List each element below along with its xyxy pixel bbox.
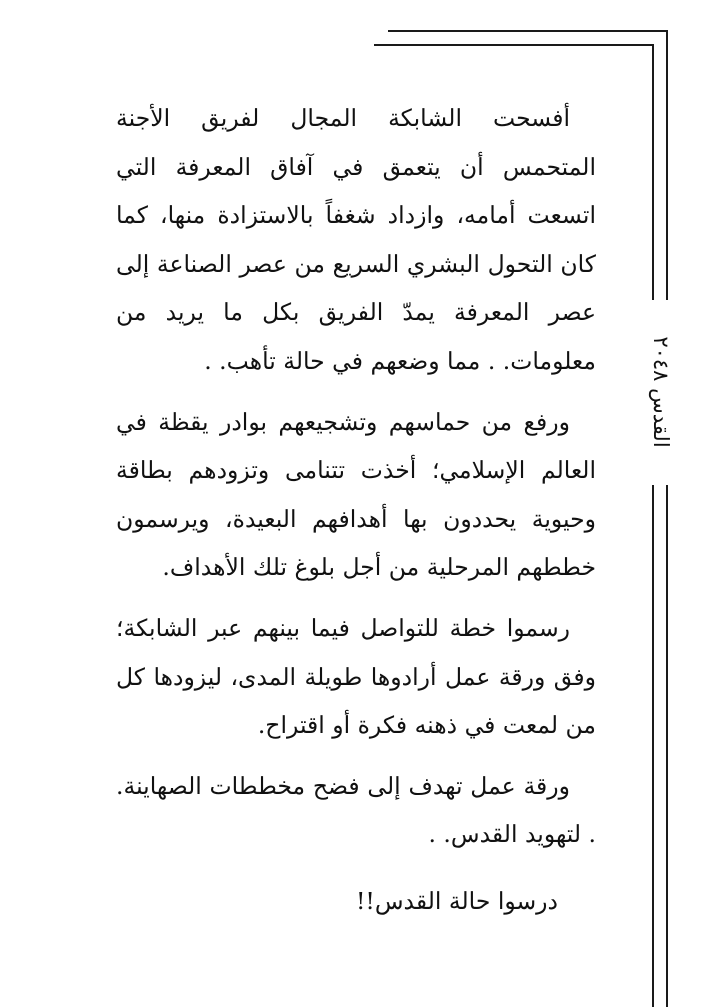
page-body (116, 94, 596, 915)
side-title: القدس ٢٠٤٨ (649, 336, 673, 448)
paragraph-1: أفسحت الشابكة المجال لفريق الأجنة المتحمس أن يتعمق في آفاق المعرفة التي اتسعت أمامه، وازداد شغفاً بالاستزادة منها، كما كان التحول البشري السريع من عصر الصناعة إلى عصر المعرفة يمدّ الفريق بكل ما يريد من معلومات. . مما وضعهم في حالة تأهب. . (116, 104, 596, 375)
paragraph-2: ورفع من حماسهم وتشجيعهم بوادر يقظة في العالم الإسلامي؛ أخذت تتنامى وتزودهم بطاقة وحيوية يحددون بها أهدافهم البعيدة، ويرسمون خططهم المرحلية من أجل بلوغ تلك الأهداف. (116, 407, 596, 582)
paragraph-3: رسموا خطة للتواصل فيما بينهم عبر الشابكة؛ وفق ورقة عمل أرادوها طويلة المدى، ليزودها كل من لمعت في ذهنه فكرة أو اقتراح. (116, 613, 596, 740)
closing-line: درسوا حالة القدس!! (355, 886, 558, 915)
paragraph-4: ورقة عمل تهدف إلى فضح مخططات الصهاينة. . لتهويد القدس. . (116, 771, 596, 849)
